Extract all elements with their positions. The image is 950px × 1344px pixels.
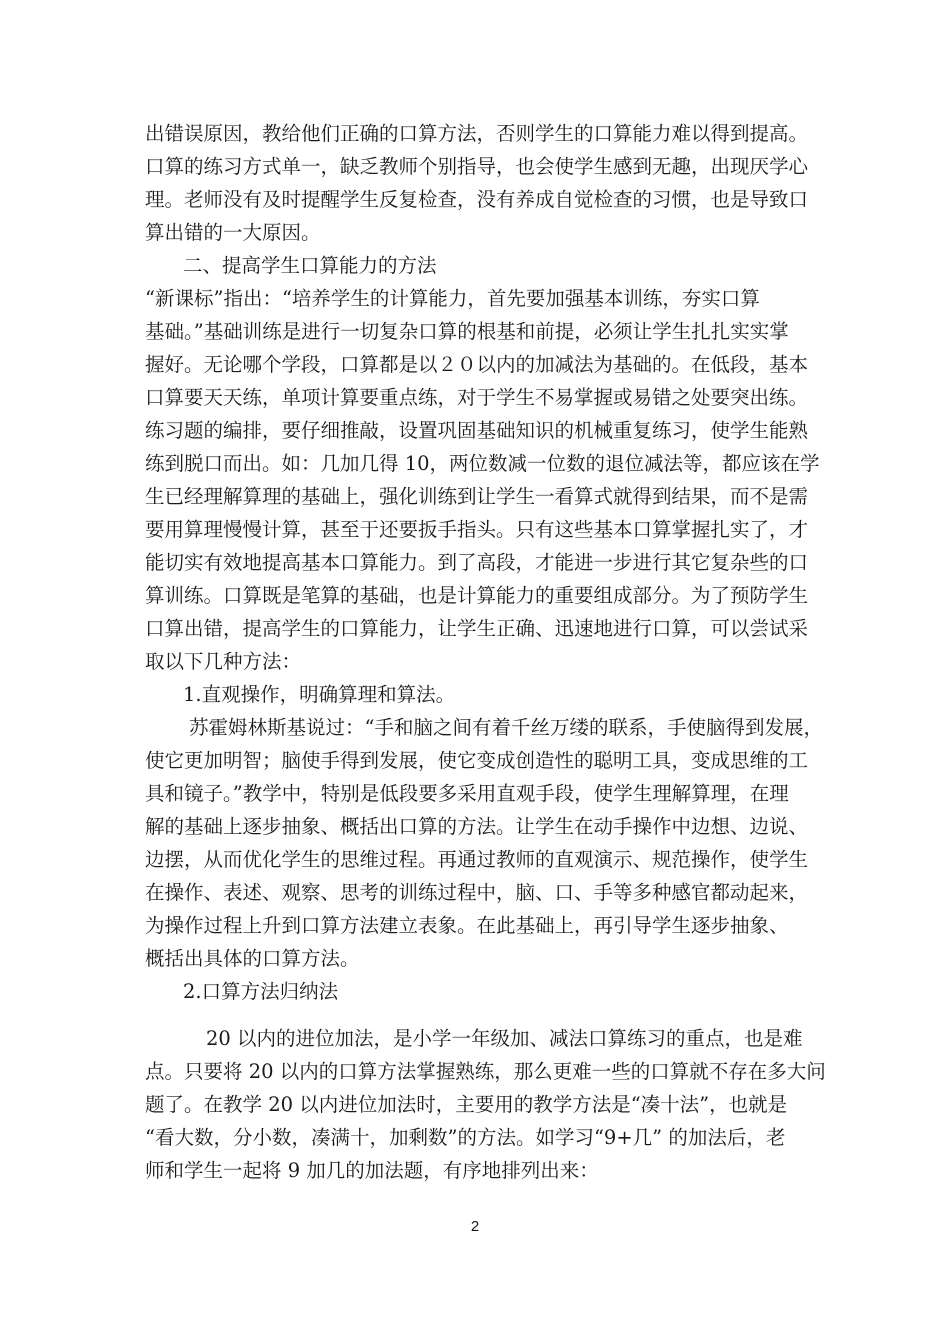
- text-line: 练习题的编排，要仔细推敲，设置巩固基础知识的机械重复练习，使学生能熟: [145, 419, 809, 442]
- text-line: 生已经理解算理的基础上，强化训练到让学生一看算式就得到结果，而不是需: [145, 485, 809, 508]
- section-heading: 二、提高学生口算能力的方法: [183, 254, 437, 277]
- text-line: 使它更加明智；脑使手得到发展，使它变成创造性的聪明工具，变成思维的工: [145, 749, 809, 772]
- text-line: 出错误原因，教给他们正确的口算方法，否则学生的口算能力难以得到提高。: [145, 122, 809, 145]
- text-line: 练到脱口而出。如：几加几得 10，两位数减一位数的退位减法等，都应该在学: [145, 452, 820, 475]
- text-line: 能切实有效地提高基本口算能力。到了高段，才能进一步进行其它复杂些的口: [145, 551, 809, 574]
- text-line: 要用算理慢慢计算，甚至于还要扳手指头。只有这些基本口算掌握扎实了，才: [145, 518, 809, 541]
- text-line: 理。老师没有及时提醒学生反复检查，没有养成自觉检查的习惯，也是导致口: [145, 188, 809, 211]
- text-line: 师和学生一起将 9 加几的加法题，有序地排列出来：: [145, 1159, 599, 1182]
- page-number: 2: [470, 1218, 480, 1235]
- text-line: 解的基础上逐步抽象、概括出口算的方法。让学生在动手操作中边想、边说、: [145, 815, 809, 838]
- text-line: “看大数，分小数，凑满十，加剩数”的方法。如学习“9+几” 的加法后，老: [145, 1126, 786, 1149]
- text-line: 取以下几种方法：: [145, 650, 302, 673]
- text-line: 算训练。口算既是笔算的基础，也是计算能力的重要组成部分。为了预防学生: [145, 584, 809, 607]
- text-line: 点。只要将 20 以内的口算方法掌握熟练，那么更难一些的口算就不存在多大问: [145, 1060, 826, 1083]
- text-line: 口算要天天练，单项计算要重点练，对于学生不易掌握或易错之处要突出练。: [145, 386, 809, 409]
- text-line: 边摆，从而优化学生的思维过程。再通过教师的直观演示、规范操作，使学生: [145, 848, 809, 871]
- text-line: 基础。”基础训练是进行一切复杂口算的根基和前提，必须让学生扎扎实实掌: [145, 320, 789, 343]
- text-line: 为操作过程上升到口算方法建立表象。在此基础上，再引导学生逐步抽象、: [145, 914, 789, 937]
- text-line: 在操作、表述、观察、思考的训练过程中，脑、口、手等多种感官都动起来，: [145, 881, 809, 904]
- subsection-heading: 1.直观操作，明确算理和算法。: [183, 683, 456, 706]
- text-line: 题了。在教学 20 以内进位加法时，主要用的教学方法是“凑十法”，也就是: [145, 1093, 788, 1116]
- subsection-heading: 2.口算方法归纳法: [183, 980, 339, 1003]
- text-line: 概括出具体的口算方法。: [145, 947, 360, 970]
- text-line: 20 以内的进位加法，是小学一年级加、减法口算练习的重点，也是难: [206, 1027, 803, 1050]
- text-line: 具和镜子。”教学中，特别是低段要多采用直观手段，使学生理解算理，在理: [145, 782, 789, 805]
- text-line: 苏霍姆林斯基说过：“手和脑之间有着千丝万缕的联系，手使脑得到发展，: [189, 716, 823, 739]
- text-line: 口算的练习方式单一，缺乏教师个别指导，也会使学生感到无趣，出现厌学心: [145, 155, 809, 178]
- text-line: 口算出错，提高学生的口算能力，让学生正确、迅速地进行口算，可以尝试采: [145, 617, 809, 640]
- text-line: “新课标”指出：“培养学生的计算能力，首先要加强基本训练，夯实口算: [145, 287, 760, 310]
- text-line: 握好。无论哪个学段，口算都是以２０以内的加减法为基础的。在低段，基本: [145, 353, 809, 376]
- text-line: 算出错的一大原因。: [145, 221, 321, 244]
